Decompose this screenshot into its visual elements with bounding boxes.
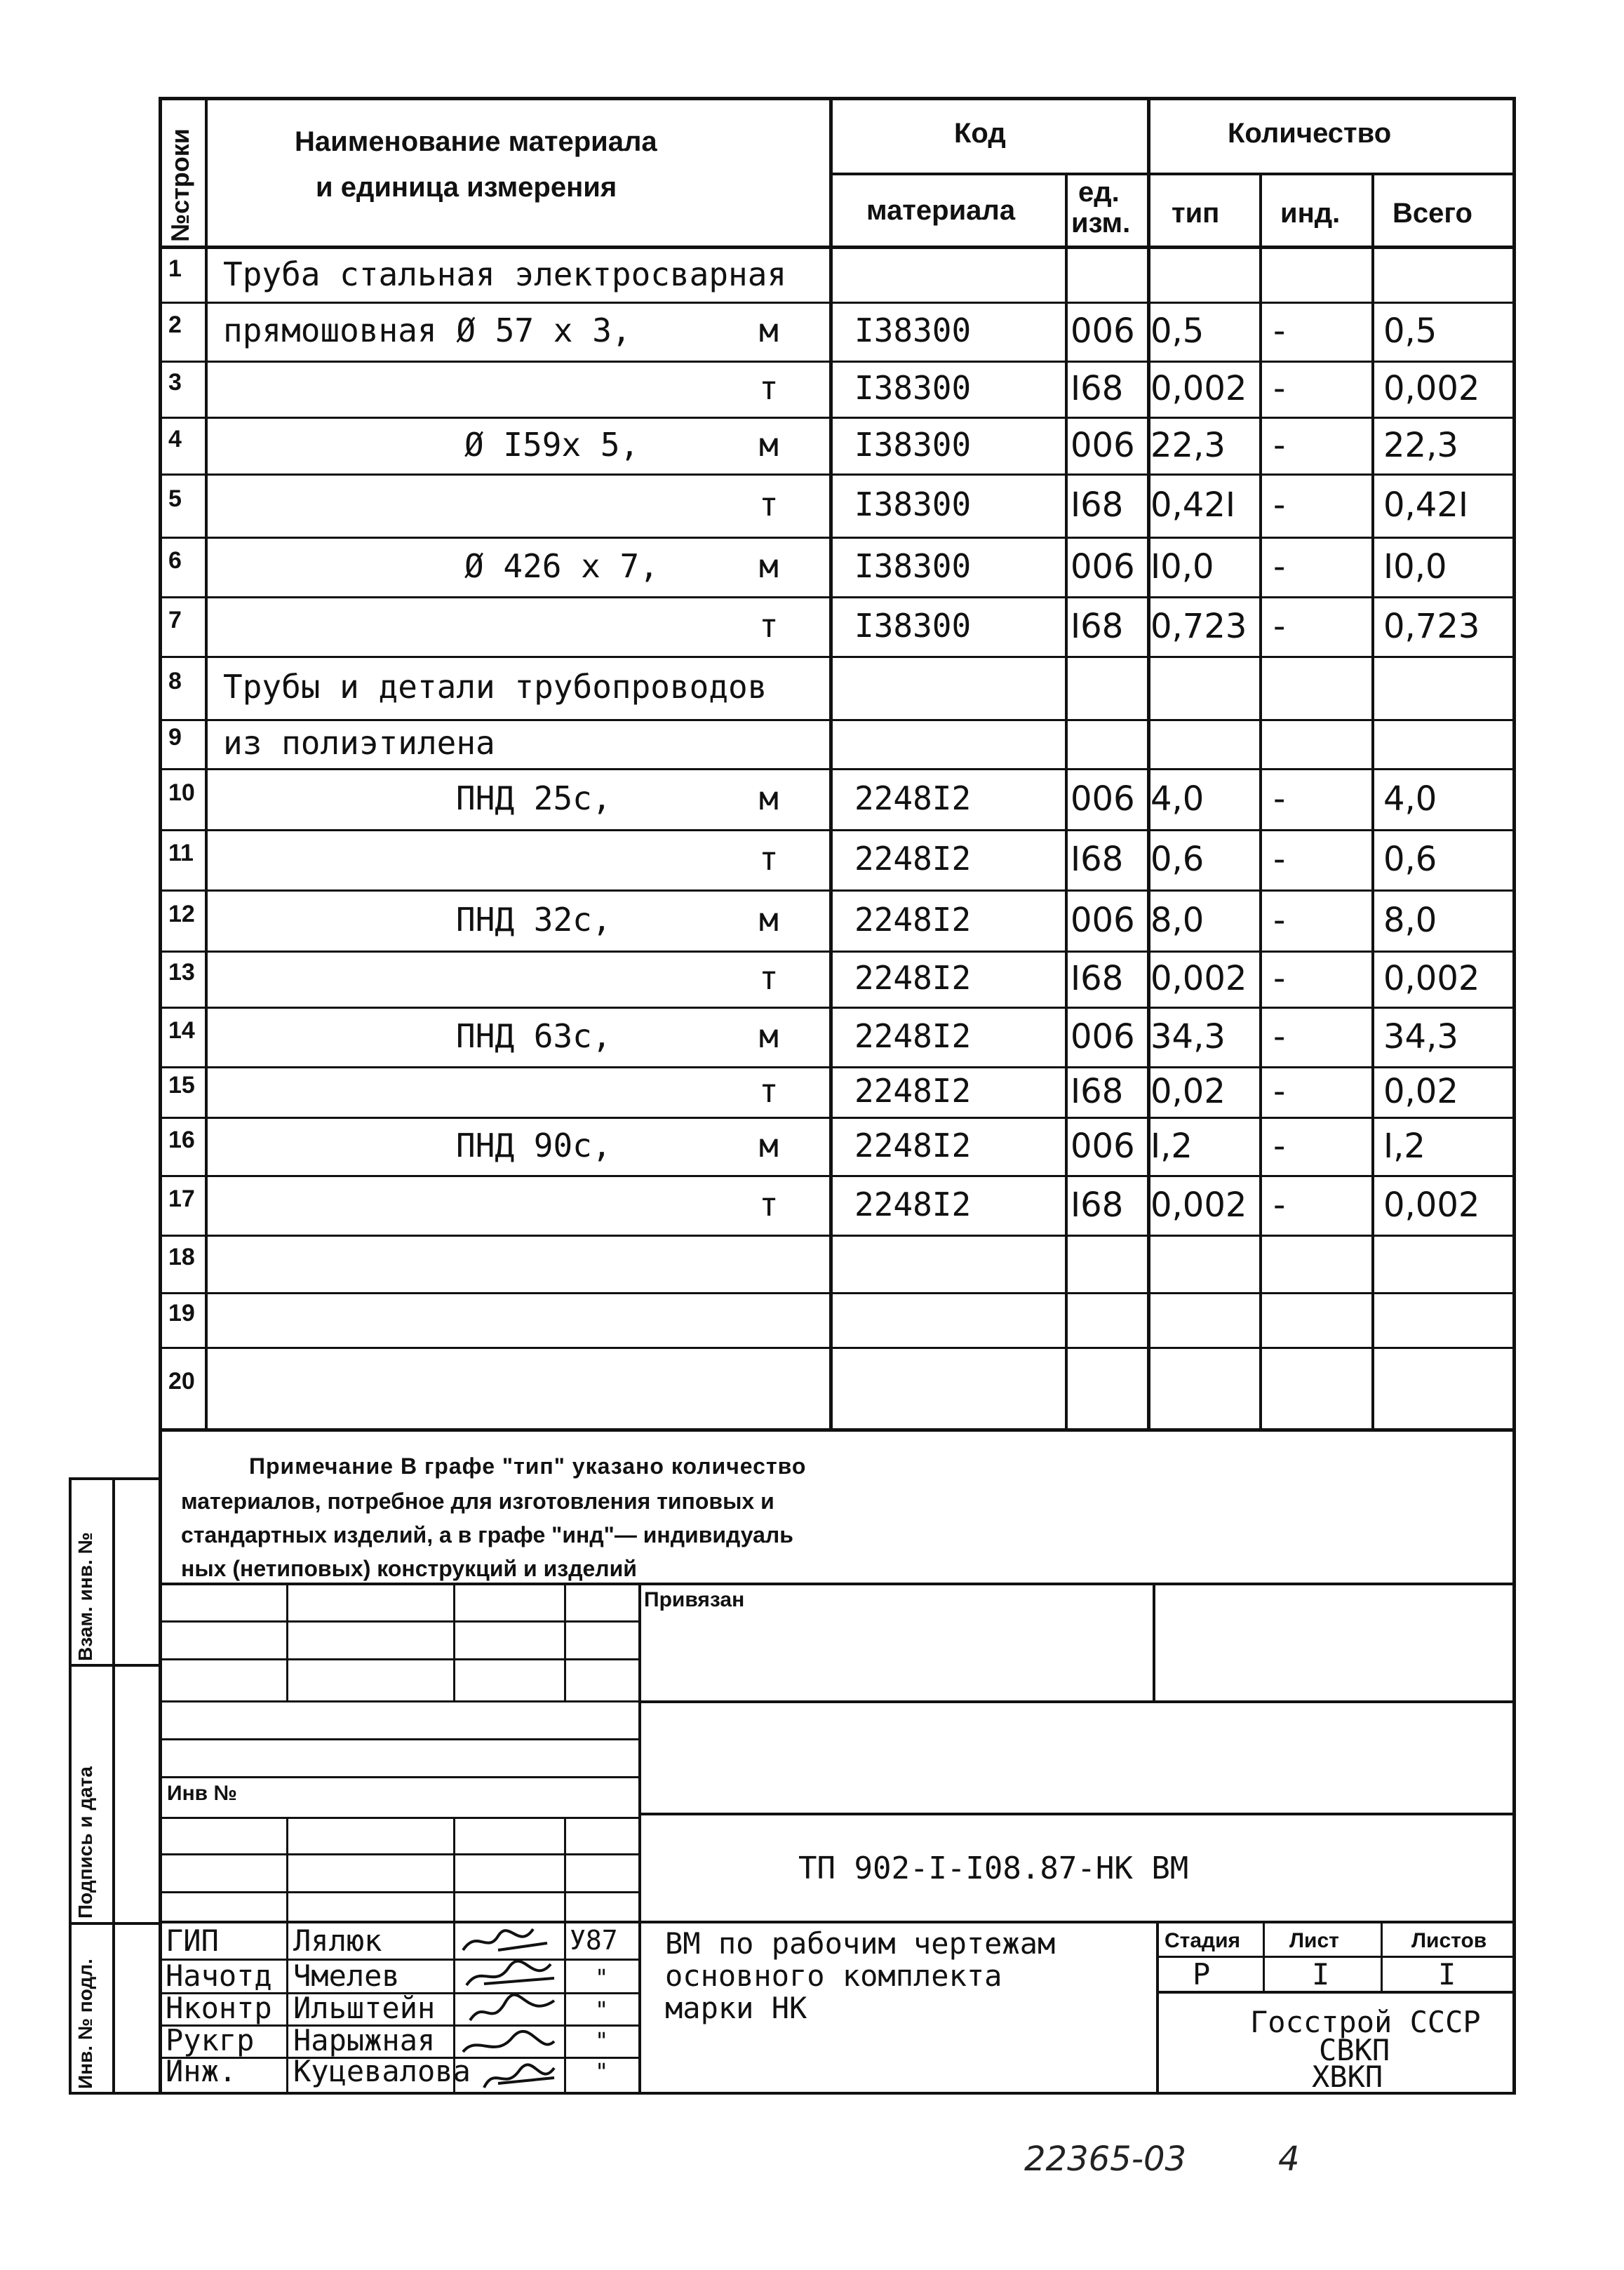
signature-scribbles (456, 1922, 568, 2093)
qty-typical: 0,02 (1150, 1072, 1226, 1111)
qty-typical: I,2 (1150, 1126, 1193, 1166)
material-code: I38300 (854, 311, 972, 349)
qty-individual: - (1273, 1126, 1286, 1166)
material-name: из полиэтилена (223, 724, 495, 762)
org-line2: СВКП (1319, 2033, 1390, 2067)
qty-typical: 34,3 (1150, 1016, 1226, 1056)
qty-individual: - (1273, 546, 1286, 586)
row-number: 11 (168, 840, 194, 866)
qty-individual: - (1273, 1072, 1286, 1111)
qty-typical: 0,42I (1150, 485, 1236, 525)
row-number: 7 (168, 606, 182, 633)
sheet-label: Лист (1289, 1929, 1339, 1952)
unit-code: 006 (1071, 1126, 1135, 1166)
material-name: прямошовная Ø 57 x 3, (223, 311, 631, 349)
qty-total: 0,02 (1383, 1072, 1458, 1111)
unit-code: I68 (1071, 1185, 1124, 1225)
sheet-value: I (1312, 1957, 1330, 1992)
row-divider (159, 1292, 1516, 1294)
row-divider (159, 951, 1516, 953)
row-number: 17 (168, 1185, 195, 1212)
qty-individual: - (1273, 369, 1286, 408)
unit-code: 006 (1071, 1016, 1135, 1056)
footer-stamp: 22365-03 (1024, 2140, 1187, 2179)
material-code: 2248I2 (854, 959, 972, 997)
row-number: 13 (168, 959, 195, 986)
inv-podl-label: Инв. № подл. (74, 1959, 96, 2089)
row-number: 20 (168, 1368, 195, 1395)
inv-no-label: Инв № (167, 1782, 237, 1805)
material-name: Ø 426 x 7, (464, 546, 659, 585)
qty-total: 0,002 (1383, 959, 1480, 998)
row-number: 18 (168, 1244, 195, 1270)
material-name: ПНД 25с, (456, 779, 612, 817)
unit-code: I68 (1071, 959, 1124, 998)
row-number: 14 (168, 1016, 195, 1044)
signature-date-label: Подпись и дата (74, 1766, 96, 1919)
staff-role: Инж. (166, 2054, 237, 2088)
qty-typical: 0,002 (1150, 1185, 1247, 1225)
row-divider (159, 1117, 1516, 1119)
qty-typical: 0,6 (1150, 840, 1204, 879)
qty-individual: - (1273, 840, 1286, 879)
ditto-mark-1: " (595, 1964, 609, 1991)
row-divider (159, 1347, 1516, 1349)
row-divider (159, 656, 1516, 658)
date-value: У87 (570, 1925, 618, 1956)
material-code: 2248I2 (854, 900, 972, 939)
row-number: 1 (168, 255, 182, 282)
unit-of-measure: т (759, 606, 779, 645)
unit-code: 006 (1071, 311, 1135, 351)
sheets-value: I (1438, 1957, 1456, 1992)
staff-role: Нконтр (166, 1991, 272, 2025)
stage-value: Р (1193, 1957, 1211, 1992)
material-code: 2248I2 (854, 840, 972, 878)
unit-code: 006 (1071, 779, 1135, 819)
staff-role: ГИП (166, 1923, 219, 1958)
header-unit-line1: ед. (1078, 177, 1120, 208)
unit-code: I68 (1071, 485, 1124, 525)
qty-total: I0,0 (1383, 546, 1447, 586)
unit-of-measure: т (759, 369, 779, 407)
material-code: I38300 (854, 606, 972, 645)
material-name: Ø I59x 5, (464, 425, 640, 464)
staff-name: Ильштейн (293, 1991, 436, 2025)
unit-of-measure: т (759, 840, 779, 878)
staff-name: Лялюк (293, 1923, 382, 1958)
footer-page-number: 4 (1278, 2140, 1300, 2179)
qty-typical: 8,0 (1150, 900, 1204, 940)
qty-typical: 0,002 (1150, 959, 1247, 998)
qty-typical: 4,0 (1150, 779, 1204, 819)
staff-name: Нарыжная (293, 2023, 436, 2057)
staff-name: Чмелев (293, 1959, 400, 1993)
row-divider (159, 1175, 1516, 1177)
qty-individual: - (1273, 1185, 1286, 1225)
qty-total: 0,42I (1383, 485, 1469, 525)
qty-total: 34,3 (1383, 1016, 1458, 1056)
material-code: I38300 (854, 425, 972, 464)
unit-code: I68 (1071, 1072, 1124, 1111)
note-line3: стандартных изделий, а в графе "инд"— индивидуаль (181, 1522, 793, 1547)
ditto-mark-2: " (595, 1996, 609, 2023)
qty-typical: 0,5 (1150, 311, 1204, 351)
unit-code: I68 (1071, 369, 1124, 408)
row-divider (159, 417, 1516, 419)
qty-typical: 0,723 (1150, 606, 1247, 646)
qty-individual: - (1273, 900, 1286, 940)
unit-of-measure: м (759, 1016, 779, 1055)
qty-typical: 0,002 (1150, 369, 1247, 408)
material-code: 2248I2 (854, 1185, 972, 1223)
material-name: ПНД 63с, (456, 1016, 612, 1055)
row-number: 9 (168, 724, 182, 751)
qty-total: 0,002 (1383, 369, 1480, 408)
row-divider (159, 596, 1516, 598)
staff-role: Начотд (166, 1959, 272, 1993)
row-divider (159, 1066, 1516, 1068)
material-code: 2248I2 (854, 1126, 972, 1164)
material-name: ПНД 32с, (456, 900, 612, 939)
document-title-line1: ВМ по рабочим чертежам (665, 1926, 1056, 1961)
header-name-line1: Наименование материала (295, 126, 657, 157)
material-name: Труба стальная электросварная (223, 255, 787, 293)
header-row-number: №строки (166, 128, 194, 242)
qty-individual: - (1273, 959, 1286, 998)
qty-individual: - (1273, 425, 1286, 465)
unit-of-measure: м (759, 546, 779, 585)
row-number: 4 (168, 425, 182, 452)
vzam-inv-label: Взам. инв. № (74, 1532, 96, 1661)
material-name: Трубы и детали трубопроводов (223, 668, 767, 706)
unit-of-measure: т (759, 1072, 779, 1110)
unit-of-measure: м (759, 900, 779, 939)
qty-total: 0,002 (1383, 1185, 1480, 1225)
row-divider (159, 829, 1516, 831)
qty-typical: 22,3 (1150, 425, 1226, 465)
qty-total: 0,723 (1383, 606, 1480, 646)
unit-code: I68 (1071, 606, 1124, 646)
qty-individual: - (1273, 311, 1286, 351)
header-quantity: Количество (1228, 118, 1392, 149)
qty-total: 0,6 (1383, 840, 1437, 879)
row-number: 16 (168, 1126, 195, 1153)
unit-of-measure: т (759, 485, 779, 523)
document-title-line3: марки НК (665, 1991, 807, 2025)
qty-total: I,2 (1383, 1126, 1425, 1166)
row-divider (159, 302, 1516, 304)
ditto-mark-4: " (595, 2058, 609, 2085)
material-name: ПНД 90с, (456, 1126, 612, 1164)
note-line1: Примечание В графе "тип" указано количество (249, 1453, 807, 1479)
row-number: 12 (168, 900, 195, 927)
header-ind: инд. (1280, 198, 1341, 229)
qty-total: 8,0 (1383, 900, 1437, 940)
unit-code: 006 (1071, 900, 1135, 940)
row-divider (159, 361, 1516, 363)
unit-of-measure: м (759, 779, 779, 817)
unit-of-measure: т (759, 1185, 779, 1223)
unit-code: 006 (1071, 546, 1135, 586)
header-material: материала (866, 195, 1016, 226)
row-number: 6 (168, 546, 182, 574)
org-line1: Госстрой СССР (1250, 2005, 1481, 2039)
row-divider (159, 889, 1516, 892)
row-number: 8 (168, 668, 182, 694)
note-line4: ных (нетиповых) конструкций и изделий (181, 1556, 637, 1581)
qty-total: 0,5 (1383, 311, 1437, 351)
material-code: I38300 (854, 546, 972, 585)
material-code: I38300 (854, 369, 972, 407)
document-title-line2: основного комплекта (665, 1959, 1002, 1993)
material-code: 2248I2 (854, 1016, 972, 1055)
row-divider (159, 474, 1516, 476)
row-number: 19 (168, 1300, 195, 1327)
note-line2: материалов, потребное для изготовления типовых и (181, 1489, 774, 1514)
header-total: Всего (1393, 198, 1472, 229)
row-number: 15 (168, 1072, 195, 1099)
qty-individual: - (1273, 606, 1286, 646)
header-unit-line2: изм. (1071, 208, 1131, 239)
unit-of-measure: м (759, 425, 779, 464)
sheets-label: Листов (1411, 1929, 1487, 1952)
unit-of-measure: т (759, 959, 779, 997)
org-line3: ХВКП (1312, 2060, 1383, 2094)
row-divider (159, 719, 1516, 721)
header-name-line2: и единица измерения (316, 172, 617, 203)
qty-typical: I0,0 (1150, 546, 1214, 586)
privyazan-label: Привязан (644, 1588, 745, 1611)
staff-name: Куцевалова (293, 2054, 471, 2088)
qty-total: 4,0 (1383, 779, 1437, 819)
row-divider (159, 1235, 1516, 1237)
material-code: I38300 (854, 485, 972, 523)
row-divider (159, 1007, 1516, 1009)
row-number: 5 (168, 485, 182, 512)
stage-label: Стадия (1165, 1929, 1241, 1952)
unit-code: I68 (1071, 840, 1124, 879)
row-number: 10 (168, 779, 195, 806)
material-code: 2248I2 (854, 779, 972, 817)
qty-individual: - (1273, 779, 1286, 819)
unit-of-measure: м (759, 311, 779, 349)
row-number: 3 (168, 369, 182, 396)
material-code: 2248I2 (854, 1072, 972, 1110)
qty-total: 22,3 (1383, 425, 1458, 465)
row-number: 2 (168, 311, 182, 338)
header-code: Код (954, 118, 1006, 149)
document-code: ТП 902-I-I08.87-НК ВМ (798, 1851, 1189, 1886)
qty-individual: - (1273, 485, 1286, 525)
qty-individual: - (1273, 1016, 1286, 1056)
staff-role: Рукгр (166, 2023, 255, 2057)
header-tip: тип (1172, 198, 1220, 229)
unit-of-measure: м (759, 1126, 779, 1164)
unit-code: 006 (1071, 425, 1135, 465)
ditto-mark-3: " (595, 2027, 609, 2054)
row-divider (159, 537, 1516, 539)
row-divider (159, 768, 1516, 770)
